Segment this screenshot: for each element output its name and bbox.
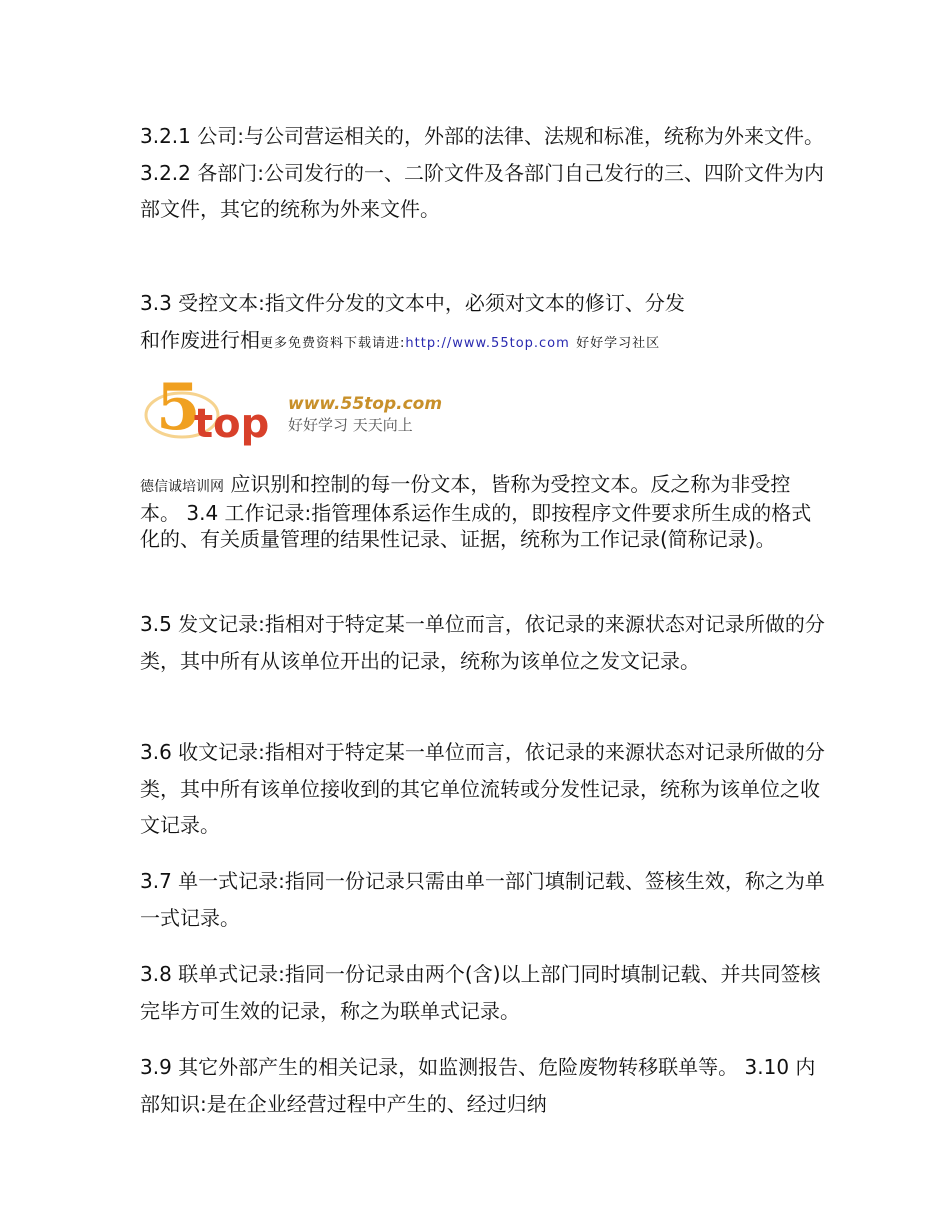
banner-prefix: 更多免费资料下载请进:: [260, 336, 406, 351]
banner-link[interactable]: http://www.55top.com: [405, 336, 570, 351]
paragraph-3-6: 3.6 收文记录:指相对于特定某一单位而言，依记录的来源状态对记录所做的分类，其中所有该单位接收到的其它单位流转或分发性记录，统称为该单位之收文记录。: [140, 740, 825, 837]
paragraph-3-3-start: 和作废进行相: [140, 328, 260, 352]
logo-slogan: 好好学习 天天向上: [288, 416, 413, 434]
site-logo: [142, 367, 452, 447]
paragraph-3-7: 3.7 单一式记录:指同一份记录只需由单一部门填制记载、签核生效，称之为单一式记录。: [140, 869, 825, 930]
paragraph-3-5: 3.5 发文记录:指相对于特定某一单位而言，依记录的来源状态对记录所做的分类，其中所有从该单位开出的记录，统称为该单位之发文记录。: [140, 612, 825, 673]
paragraph-3-3-line2: [140, 322, 860, 363]
logo-word: [194, 401, 269, 447]
paragraph-3-3-line1: 3.3 受控文本:指文件分发的文本中，必须对文本的修订、分发: [140, 291, 685, 315]
logo-word-text: top: [194, 401, 270, 447]
paragraph-3-4-text: 应识别和控制的每一份文本，皆称为受控文本。反之称为非受控本。 3.4 工作记录:指管理体系运作生成的，即按程序文件要求所生成的格式化的、有关质量管理的结果性记录、证据，统称为工作记录(简称记录)。: [140, 472, 812, 551]
banner-suffix: 好好学习社区: [576, 336, 661, 351]
logo-url: www.55top.com: [288, 394, 443, 414]
paragraph-3-9: 3.9 其它外部产生的相关记录，如监测报告、危险废物转移联单等。 3.10 内部知识:是在企业经营过程中产生的、经过归纳: [140, 1055, 816, 1116]
paragraph-3-8: 3.8 联单式记录:指同一份记录由两个(含)以上部门同时填制记载、并共同签核完毕方可生效的记录，称之为联单式记录。: [140, 962, 821, 1023]
org-name: 德信诚培训网: [140, 479, 224, 495]
paragraph-3-4: [140, 471, 830, 552]
logo-graphic: [142, 367, 452, 447]
paragraph-3-2: 3.2.1 公司:与公司营运相关的，外部的法律、法规和标准，统称为外来文件。 3.2.2 各部门:公司发行的一、二阶文件及各部门自己发行的三、四阶文件为内部文件，其它的统称为外来文件。: [140, 124, 824, 221]
logo-number: 5: [156, 370, 201, 445]
